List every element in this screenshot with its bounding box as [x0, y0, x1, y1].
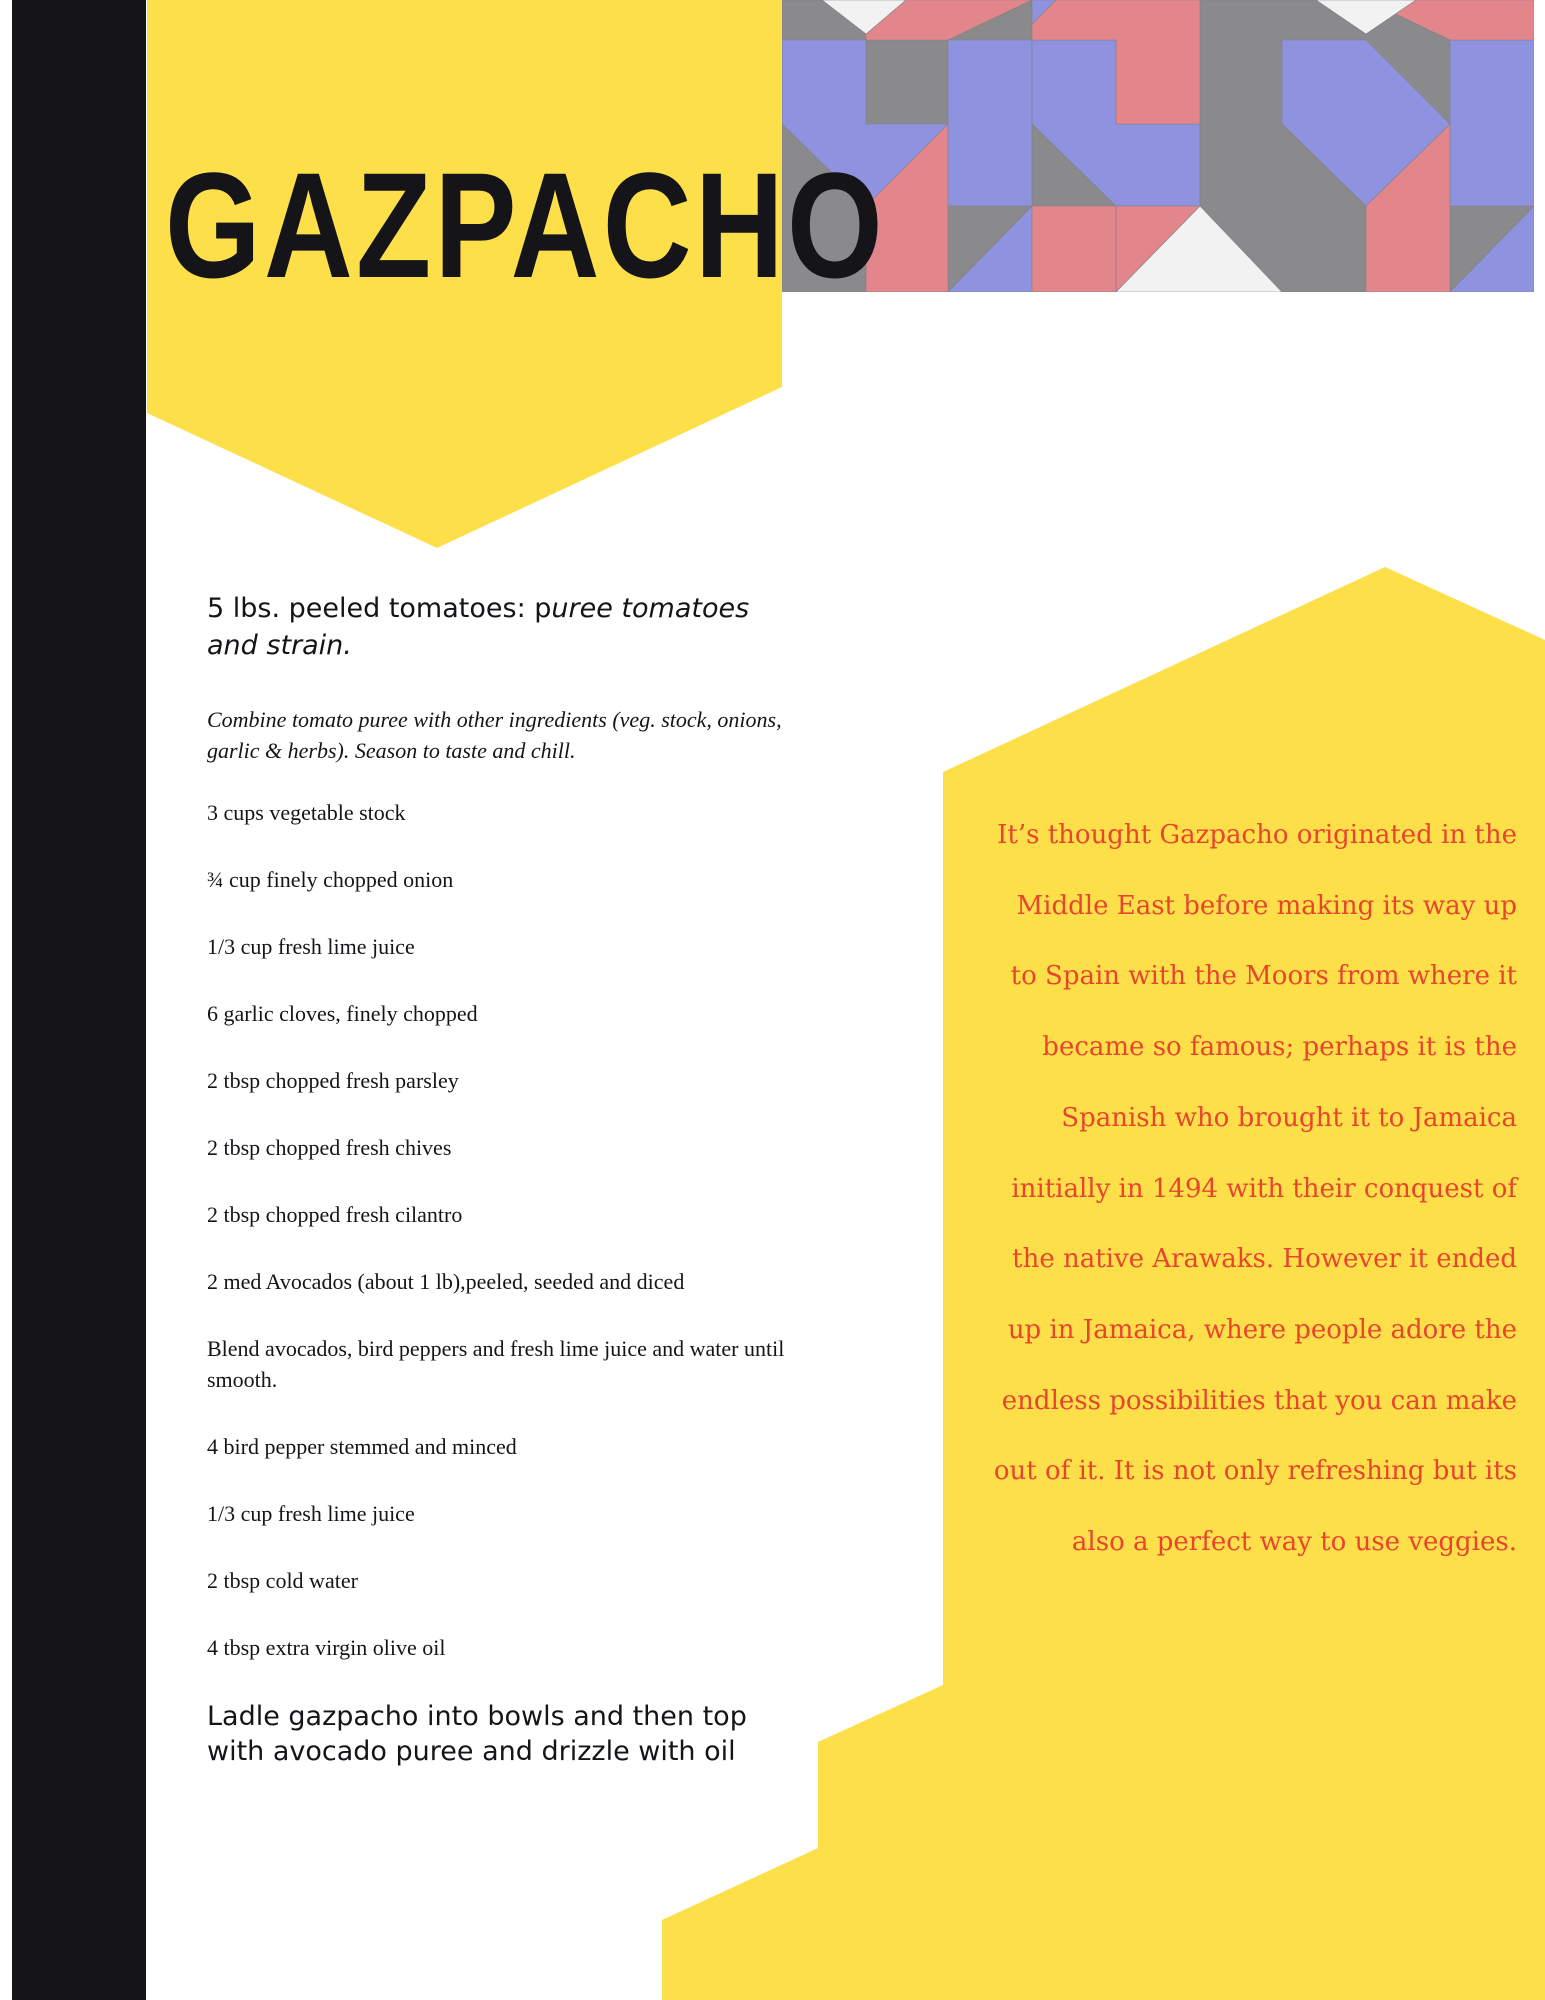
ingredient-item: 1/3 cup fresh lime juice — [207, 1501, 415, 1526]
page-title: GAZPACHO — [165, 141, 886, 309]
recipe-section — [207, 590, 787, 1769]
ingredient-item: 1/3 cup fresh lime juice — [207, 934, 415, 959]
recipe-instructions: Combine tomato puree with other ingredients (veg. stock, onions, garlic & herbs). Season to taste and chill. — [207, 707, 782, 763]
ingredient-item: 6 garlic cloves, finely chopped — [207, 1001, 478, 1026]
ingredient-item: ¾ cup finely chopped onion — [207, 867, 454, 892]
ingredient-item: 2 tbsp cold water — [207, 1568, 358, 1593]
headline-italic: uree tomatoes and strain. — [207, 593, 750, 661]
geometric-pattern — [782, 0, 1534, 292]
ingredient-item: 2 tbsp chopped fresh chives — [207, 1135, 452, 1160]
recipe-closing: Ladle gazpacho into bowls and then top with avocado puree and drizzle with oil — [207, 1701, 747, 1767]
ingredient-item: 4 bird pepper stemmed and minced — [207, 1434, 517, 1459]
ingredient-item: 4 tbsp extra virgin olive oil — [207, 1635, 446, 1660]
recipe-headline — [207, 590, 787, 664]
ingredient-item: 2 med Avocados (about 1 lb),peeled, seeded and diced — [207, 1269, 685, 1294]
ingredient-item: Blend avocados, bird peppers and fresh lime juice and water until smooth. — [207, 1336, 785, 1392]
ingredient-item: 2 tbsp chopped fresh parsley — [207, 1068, 459, 1093]
ingredient-item: 2 tbsp chopped fresh cilantro — [207, 1202, 463, 1227]
ingredient-item: 3 cups vegetable stock — [207, 800, 406, 825]
headline-plain: 5 lbs. peeled tomatoes: p — [207, 593, 552, 624]
history-paragraph: It’s thought Gazpacho originated in the Middle East before making its way up to Spain with the Moors from where it became so famous; perhaps it is the Spanish who brought it to Jamaica initially in 1494 with their conquest of the native Arawaks. However it ended up in Jamaica, where people adore the endless possibilities that you can make out of it. It is not only refreshing but its also a perfect way to use veggies. — [993, 820, 1517, 1558]
